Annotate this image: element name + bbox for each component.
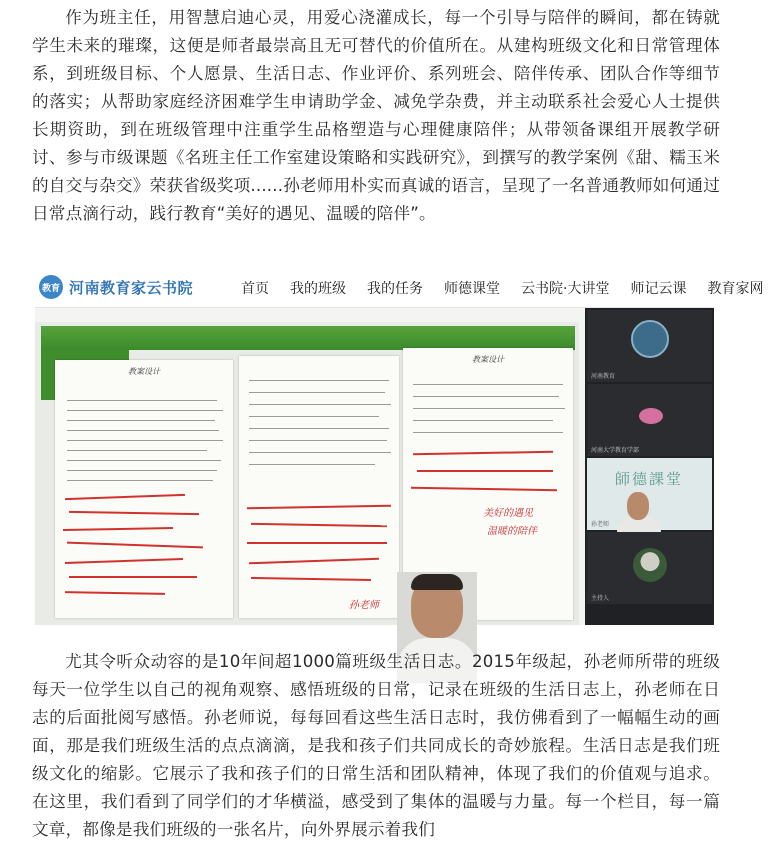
document-header-right: 教案设计 [472, 355, 504, 364]
live-stream-screenshot [35, 268, 764, 625]
main-nav [241, 278, 784, 298]
nav-item-educator-home[interactable]: 教育家网 [707, 281, 764, 297]
document-page-1 [55, 360, 233, 618]
article-text-1: 作为班主任，用智慧启迪心灵，用爱心浇灌成长，每一个引导与陪伴的瞬间，都在铸就学生未来的璀璨，这便是师者最崇高且无可替代的价值所在。从建构班级文化和日常管理体系，到班级目标、个人愿景、生活日志、作业评价、系列班会、陪伴传承、团队合作等细节的落实；从帮助家庭经济困难学生申请助学金、减免学杂费，并主动联系社会爱心人士提供长期资助，到在班级管理中注重学生品格塑造与心理健康陪伴；从带领备课组开展教学研讨、参与市级课题《名班主任工作室建设策略和实践研究》，到撰写的教学案例《甜、糯玉米的自交与杂交》荣获省级奖项......孙老师用朴实而真诚的语言，呈现了一名普通教师如何通过日常点滴行动，践行教育“美好的遇见、温暖的陪伴”。 [32, 8, 720, 223]
nav-item-cloud-course[interactable]: 师记云课 [630, 281, 687, 297]
nav-item-lecture-hall[interactable]: 云书院·大讲堂 [521, 281, 610, 297]
site-logo[interactable] [39, 275, 193, 299]
nav-item-home[interactable]: 首页 [241, 281, 269, 297]
site-name: 河南教育家云书院 [69, 278, 194, 297]
nav-item-my-class[interactable]: 我的班级 [290, 281, 346, 297]
document-page-2 [239, 356, 399, 618]
document-header: 教案设计 [128, 367, 160, 376]
nav-item-my-tasks[interactable]: 我的任务 [367, 281, 423, 297]
nav-item-ethics-class[interactable]: 师德课堂 [444, 281, 500, 297]
participant-tile-active[interactable] [587, 458, 712, 530]
article-paragraph-1 [32, 4, 720, 228]
flower-icon [639, 408, 663, 424]
participant-panel [585, 308, 714, 625]
article-paragraph-2 [32, 648, 720, 838]
participant-name: 孙老师 [591, 521, 610, 528]
participant-tile[interactable] [587, 532, 712, 604]
logo-icon: 教育 [39, 275, 63, 299]
slide-banner [41, 326, 575, 350]
avatar [633, 548, 667, 582]
participant-name: 主持人 [591, 595, 610, 602]
site-header [35, 268, 764, 308]
channel-brand: 師德課堂 [615, 470, 684, 488]
participant-name: 河南教育 [591, 373, 616, 380]
participant-name: 河南大学教育学部 [591, 447, 640, 454]
article-text-2: 尤其令听众动容的是10年间超1000篇班级生活日志。2015年级起，孙老师所带的班级每天一位学生以自己的视角观察、感悟班级的日常，记录在班级的生活日志上，孙老师在日志的后面批阅写感悟。孙老师说，每每回看这些生活日志时，我仿佛看到了一幅幅生动的画面，那是我们班级生活的点点滴滴，是我和孩子们共同成长的奇妙旅程。生活日志是我们班级文化的缩影。它展示了我和孩子们的日常生活和团队精神，体现了我们的价值观与追求。在这里，我们看到了同学们的才华横溢，感受到了集体的温暖与力量。每一个栏目，每一篇文章，都像是我们班级的一张名片，向外界展示着我们 [32, 652, 720, 839]
handwritten-note-2: 温暖的陪伴 [487, 526, 537, 537]
participant-tile[interactable] [587, 310, 712, 382]
handwritten-note-1: 美好的遇见 [483, 508, 533, 519]
handwritten-signature: 孙老师 [349, 600, 379, 611]
shared-screen [35, 322, 579, 625]
emblem-icon [631, 320, 669, 358]
participant-tile[interactable] [587, 384, 712, 456]
